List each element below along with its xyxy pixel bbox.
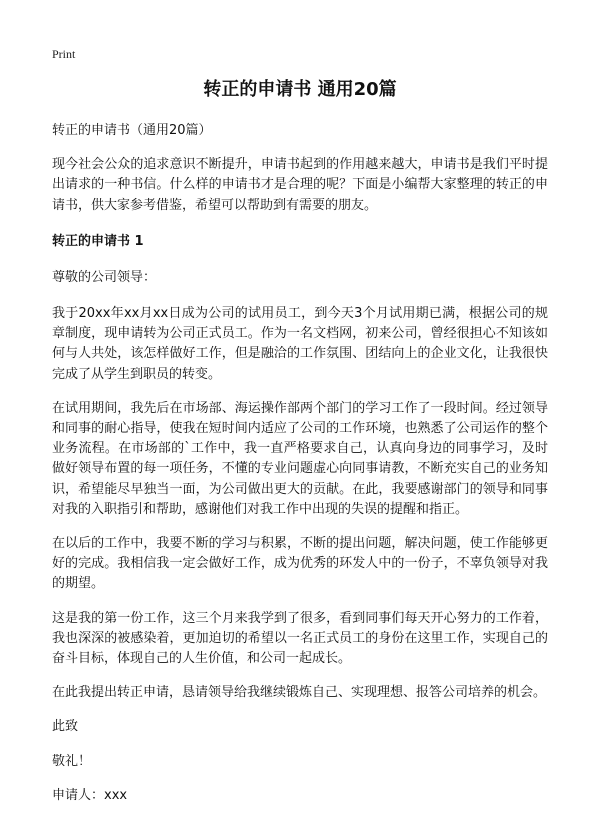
greeting: 尊敬的公司领导：	[52, 269, 157, 285]
section-heading: 转正的申请书 1	[52, 233, 144, 249]
page-title: 转正的申请书 通用20篇	[203, 79, 397, 100]
signature: 申请人：xxx	[52, 787, 128, 803]
document-body	[52, 121, 548, 820]
closing-line: 此致	[52, 719, 79, 735]
document-subtitle: 转正的申请书（通用20篇）	[52, 123, 212, 138]
body-paragraph: 在试用期间，我先后在市场部、海运操作部两个部门的学习工作了一段时间。经过领导和同事的耐心指导，使我在短时间内适应了公司的工作环境，也熟悉了公司运作的整个业务流程。在市场部的`工作中，我一直严格要求自己，认真向身边的同事学习，及时做好领导布置的每一项任务，不懂的专业问题虚心向同事请教，不断充实自己的业务知识，希望能尽早独当一面，为公司做出更大的贡献。在此，我要感谢部门的领导和同事对我的入职指引和帮助，感谢他们对我工作中出现的失误的提醒和指正。	[52, 400, 548, 517]
closing-salutation: 敬礼！	[52, 753, 92, 769]
body-paragraph: 在此我提出转正申请，恳请领导给我继续锻炼自己、实现理想、报答公司培养的机会。	[52, 685, 547, 701]
body-paragraph: 在以后的工作中，我要不断的学习与积累，不断的提出问题，解决问题，使工作能够更好的完成。我相信我一定会做好工作，成为优秀的环发人中的一份子，不辜负领导对我的期望。	[52, 536, 548, 592]
body-paragraph: 这是我的第一份工作，这三个月来我学到了很多，看到同事们每天开心努力的工作着，我也深深的被感染着，更加迫切的希望以一名正式员工的身份在这里工作，实现自己的奋斗目标，体现自己的人生价值，和公司一起成长。	[52, 610, 548, 667]
print-link[interactable]: Print	[52, 47, 76, 61]
intro-paragraph: 现今社会公众的追求意识不断提升，申请书起到的作用越来越大，申请书是我们平时提出请求的一种书信。什么样的申请书才是合理的呢？下面是小编帮大家整理的转正的申请书，供大家参考借鉴，希望可以帮助到有需要的朋友。	[52, 157, 548, 213]
body-paragraph: 我于20xx年xx月xx日成为公司的试用员工，到今天3个月试用期已满，根据公司的规章制度，现申请转为公司正式员工。作为一名文档网，初来公司，曾经很担心不知该如何与人共处，该怎样做好工作，但是融洽的工作氛围、团结向上的企业文化，让我很快完成了从学生到职员的转变。	[52, 306, 548, 382]
